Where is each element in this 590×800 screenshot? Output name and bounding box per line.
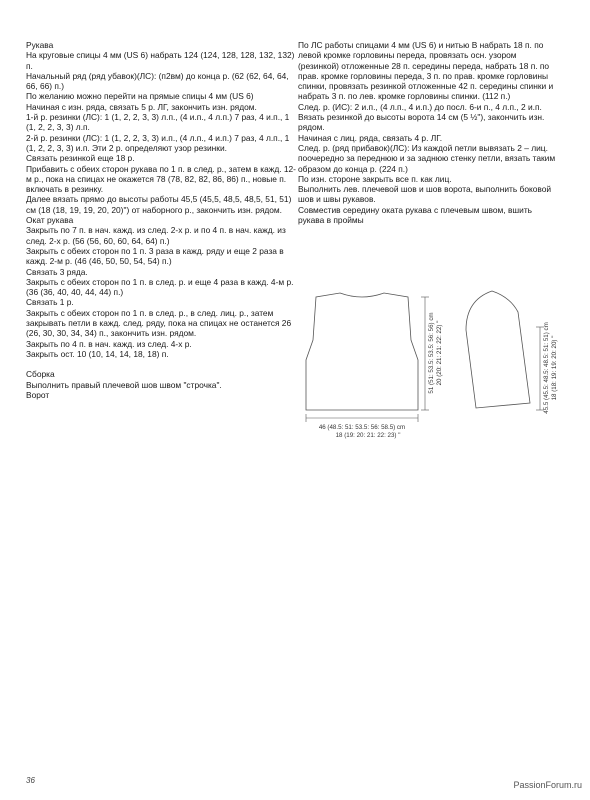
paragraph: Начиная с лиц. ряда, связать 4 р. ЛГ.	[298, 132, 443, 143]
paragraph: Связать резинкой еще 18 р.	[26, 153, 135, 164]
paragraph: Связать 3 ряда.	[26, 266, 88, 277]
paragraph: Прибавить с обеих сторон рукава по 1 п. в след. р., затем в кажд. 12-м р., пока на спицах не окажется 78 (78, 82, 82, 86, 86) п., новые п. включать в резинку.	[26, 163, 296, 195]
paragraph: Закрыть ост. 10 (10, 14, 14, 18, 18) п.	[26, 348, 169, 359]
paragraph: Начиная с изн. ряда, связать 5 р. ЛГ, закончить изн. рядом.	[26, 101, 257, 112]
sleeve-length-in-label: 18 (18: 19: 19: 20: 20) "	[551, 335, 558, 401]
paragraph: На круговые спицы 4 мм (US 6) набрать 124 (124, 128, 128, 132, 132) п.	[26, 50, 295, 71]
paragraph: 2-й р. резинки (ЛС): 1 (1, 2, 2, 3, 3) и.п., (4 л.п., 4 и.п.) 7 раз, 4 л.п., 1 (1, 2, 2, 3, 3) и.п. Эти 2 р. определяют узор резинки.	[26, 132, 290, 153]
body-width-cm-label: 46 (48.5: 51: 53.5: 56: 58.5) cm	[318, 424, 406, 431]
paragraph: 1-й р. резинки (ЛС): 1 (1, 2, 2, 3, 3) л.п., (4 и.п., 4 л.п.) 7 раз, 4 и.п., 1 (1, 2, 2, 3, 3) л.п.	[26, 112, 290, 133]
body-outline	[306, 293, 418, 410]
sleeve-outline	[466, 291, 530, 408]
paragraph: Закрыть по 7 п. в нач. кажд. из след. 2-х р. и по 4 п. в нач. кажд. из след. 2-х р. (56 (56, 60, 60, 64, 64) п.)	[26, 225, 286, 246]
paragraph: Вязать резинкой до высоты ворота 14 см (5 ½"), закончить изн. рядом.	[298, 112, 545, 133]
paragraph: След. р. (ряд прибавок)(ЛС): Из каждой петли вывязать 2 – лиц. поочередно за переднюю и за заднюю стенку петли, вязать таким образом до конца р. (224 п.)	[298, 142, 556, 174]
paragraph: По желанию можно перейти на прямые спицы 4 мм (US 6)	[26, 91, 254, 102]
paragraph: Начальный ряд (ряд убавок)(ЛС): (п2вм) до конца р. (62 (62, 64, 64, 66, 66) п.)	[26, 70, 289, 92]
paragraph: Рукава	[26, 40, 54, 50]
watermark-text: PassionForum.ru	[513, 780, 582, 790]
page-number: 36	[26, 776, 35, 785]
paragraph: Выполнить лев. плечевой шов и шов ворота, выполнить боковой шов и швы рукавов.	[298, 184, 552, 205]
paragraph: Закрыть с обеих сторон по 1 п. в след. р., в след. лиц. р., затем закрывать петли в кажд. след. ряду, пока на спицах не останется 26 (26, 30, 30, 34, 34) п., закончить изн. рядом.	[26, 307, 292, 339]
body-height-in-label: 20 (20: 21: 21: 22: 22) "	[436, 320, 443, 386]
body-height-cm-label: 51 (51: 53.5: 53.5: 56: 56) cm	[428, 312, 435, 394]
paragraph: Выполнить правый плечевой шов швом "строчка".	[26, 379, 222, 390]
paragraph: Закрыть по 4 п. в нач. кажд. из след. 4-х р.	[26, 338, 192, 349]
paragraph: Окат рукава	[26, 215, 74, 226]
paragraph: След. р. (ИС): 2 и.п., (4 л.п., 4 и.п.) до посл. 6-и п., 4 л.п., 2 и.п.	[298, 101, 542, 112]
paragraph: Закрыть с обеих сторон по 1 п. в след. р. и еще 4 раза в кажд. 4-м р. (36 (36, 40, 40, 44, 44) п.)	[26, 276, 294, 298]
paragraph: Далее вязать прямо до высоты работы 45,5 (45,5, 48,5, 48,5, 51, 51) см (18 (18, 19, 19, 20, 20)") от наборного р., закончить изн. рядом.	[26, 194, 292, 215]
paragraph: По ЛС работы спицами 4 мм (US 6) и нитью В набрать 18 п. по левой кромке горловины переда, провязать осн. узором (резинкой) отложенные 28 п. середины переда, набрать 18 п. по прав. кромке горловины переда, 3 п. по прав. кромке горловины спинки, провязать резинкой отложенные 42 п. середины спинки и набрать 3 п. по лев. кромке горловины спинки. (112 п.)	[298, 40, 554, 102]
sleeve-length-cm-label: 45.5 (45.5: 48.5: 48.5: 51: 51) cm	[543, 322, 550, 414]
section-heading: Сборка	[26, 369, 55, 380]
body-width-in-label: 18 (19: 20: 21: 22: 23) "	[335, 432, 401, 439]
paragraph: Закрыть с обеих сторон по 1 п. 3 раза в кажд. ряду и еще 2 раза в кажд. 2-м р. (46 (46, 50, 50, 54, 54) п.)	[26, 245, 284, 267]
paragraph: Ворот	[26, 389, 50, 400]
paragraph: Связать 1 р.	[26, 297, 74, 308]
paragraph: По изн. стороне закрыть все п. как лиц.	[298, 173, 452, 184]
paragraph: Совместив середину оката рукава с плечевым швом, вшить рукава в проймы	[298, 204, 533, 226]
